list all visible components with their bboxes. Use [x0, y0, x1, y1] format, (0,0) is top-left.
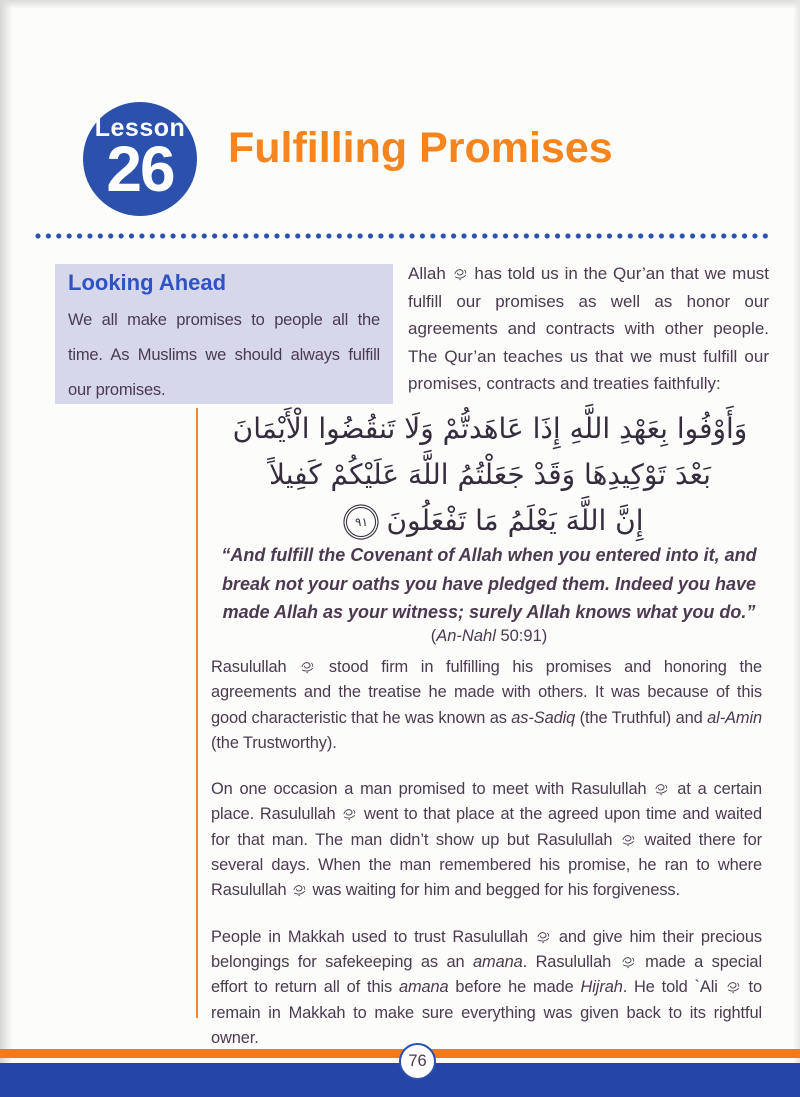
lesson-label: Lesson — [94, 114, 186, 142]
page-edge-left — [0, 0, 12, 1097]
quran-verse — [212, 406, 768, 544]
arabic-line: بَعْدَ تَوْكِيدِهَا وَقَدْ جَعَلْتُمُ اللَّهَ عَلَيْكُمْ كَفِيلاً — [269, 458, 711, 491]
arabic-line: إِنَّ اللَّهَ يَعْلَمُ مَا تَفْعَلُونَ٩١ — [212, 498, 768, 544]
pbuh-honorific-icon — [621, 833, 636, 847]
pbuh-honorific-icon — [342, 807, 357, 821]
paragraph-man-promise-story: On one occasion a man promised to meet with Rasulullah at a certain place. Rasulullah went to that place at the agreed upon time and waited for that man. The man didn’t show up but Rasulullah waited there for several days. When the man remembered his promise, he ran to where Rasulullah was waiting for him and begged for his forgiveness. — [211, 780, 763, 900]
paragraph-rasulullah-promises: Rasulullah stood firm in fulfilling his promises and honoring the agreements and the treatise he made with others. It was because of this good characteristic that he was known as as-Sadiq (the Truthful) and al-Amin (the Trustworthy). — [211, 658, 762, 752]
ayah-end-marker: ٩١ — [346, 507, 376, 537]
intro-paragraph: Allah has told us in the Qur’an that we must fulfill our promises as well as honor our agreements and contracts with other people. The Qur’an teaches us that we must fulfill our promises, contracts and treaties faithfully: — [408, 264, 769, 393]
allah-swt-honorific-icon — [453, 267, 468, 281]
verse-translation: “And fulfill the Covenant of Allah when you entered into it, and break not your oaths you have pledged them. Indeed you have made Allah as your witness; surely Allah knows what you do.” — [221, 545, 757, 622]
vertical-rule — [196, 408, 198, 1018]
pbuh-honorific-icon — [536, 930, 551, 944]
page-title: Fulfilling Promises — [228, 124, 613, 172]
looking-ahead-body: We all make promises to people all the time. As Muslims we should always fulfill our promises. — [68, 311, 380, 399]
paragraph-amana-story: People in Makkah used to trust Rasulullah and give him their precious belongings for safekeeping as an amana. Rasulullah made a special effort to return all of this amana before he made Hijrah. He told `Ali to remain in Makkah to make sure everything was given back to its rightful owner. — [211, 927, 762, 1047]
ra-honorific-icon — [726, 980, 741, 994]
page-number: 76 — [399, 1043, 436, 1080]
arabic-line: وَأَوْفُوا بِعَهْدِ اللَّهِ إِذَا عَاهَدتُّمْ وَلَا تَنقُضُوا الْأَيْمَانَ — [232, 412, 748, 445]
page-edge-right — [793, 0, 800, 1097]
pbuh-honorific-icon — [300, 660, 315, 674]
looking-ahead-title: Looking Ahead — [68, 270, 227, 295]
page-edge-top — [0, 0, 800, 9]
dotted-separator — [33, 231, 771, 241]
verse-reference: (An-Nahl 50:91) — [430, 627, 548, 645]
body-text — [211, 655, 762, 1072]
pbuh-honorific-icon — [621, 955, 636, 969]
pbuh-honorific-icon — [654, 782, 669, 796]
lesson-badge — [83, 102, 197, 216]
lesson-number: 26 — [106, 133, 174, 205]
pbuh-honorific-icon — [292, 883, 307, 897]
looking-ahead-box — [55, 264, 393, 404]
